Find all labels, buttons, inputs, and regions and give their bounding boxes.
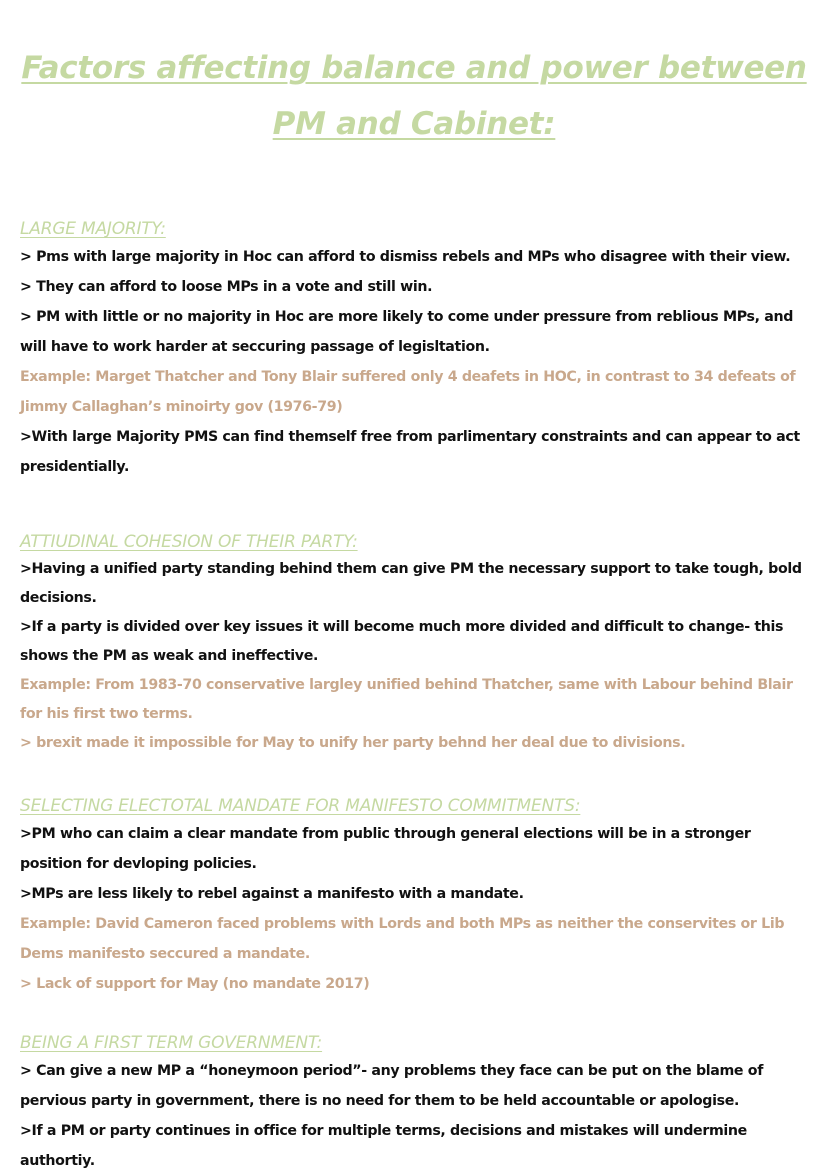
- example-line: Example: David Cameron faced problems with Lords and both MPs as neither the conservites or Lib Dems manifesto seccured a mandate.: [20, 916, 785, 962]
- section-first-term-government: [20, 1030, 812, 1176]
- section-large-majority: [20, 216, 812, 482]
- note-line: >Having a unified party standing behind them can give PM the necessary support to take tough, bold decisions.: [20, 561, 802, 606]
- note-line: >If a party is divided over key issues it will become much more divided and difficult to change- this shows the PM as weak and ineffective.: [20, 619, 784, 664]
- section-heading: LARGE MAJORITY:: [20, 219, 166, 239]
- section-attitudinal-cohesion: [20, 529, 812, 758]
- note-line: >MPs are less likely to rebel against a manifesto with a mandate.: [20, 886, 524, 902]
- section-heading: BEING A FIRST TERM GOVERNMENT:: [20, 1033, 323, 1053]
- example-line: Example: Marget Thatcher and Tony Blair suffered only 4 deafets in HOC, in contrast to 34 defeats of Jimmy Callaghan’s minoirty gov (1976-79): [20, 369, 796, 415]
- note-line: > Pms with large majority in Hoc can afford to dismiss rebels and MPs who disagree with their view.: [20, 249, 791, 265]
- note-line: > They can afford to loose MPs in a vote and still win.: [20, 279, 433, 295]
- section-electoral-mandate: [20, 793, 812, 999]
- section-heading: ATTIUDINAL COHESION OF THEIR PARTY:: [20, 532, 358, 552]
- example-line: Example: From 1983-70 conservative largley unified behind Thatcher, same with Labour behind Blair for his first two terms.: [20, 677, 793, 722]
- note-line: >With large Majority PMS can find themself free from parlimentary constraints and can appear to act presidentially.: [20, 429, 800, 475]
- example-line: > Lack of support for May (no mandate 2017): [20, 976, 370, 992]
- note-line: > Can give a new MP a “honeymoon period”- any problems they face can be put on the blame of pervious party in government, there is no need for them to be held accountable or apologise.: [20, 1063, 764, 1109]
- section-heading: SELECTING ELECTOTAL MANDATE FOR MANIFESTO COMMITMENTS:: [20, 796, 581, 816]
- note-line: > PM with little or no majority in Hoc are more likely to come under pressure from reblious MPs, and will have to work harder at seccuring passage of legisltation.: [20, 309, 794, 355]
- note-line: >PM who can claim a clear mandate from public through general elections will be in a stronger position for devloping policies.: [20, 826, 751, 872]
- note-line: >If a PM or party continues in office for multiple terms, decisions and mistakes will undermine authortiy.: [20, 1123, 747, 1169]
- page-title: Factors affecting balance and power between PM and Cabinet:: [21, 50, 807, 142]
- example-line: > brexit made it impossible for May to unify her party behnd her deal due to divisions.: [20, 735, 686, 751]
